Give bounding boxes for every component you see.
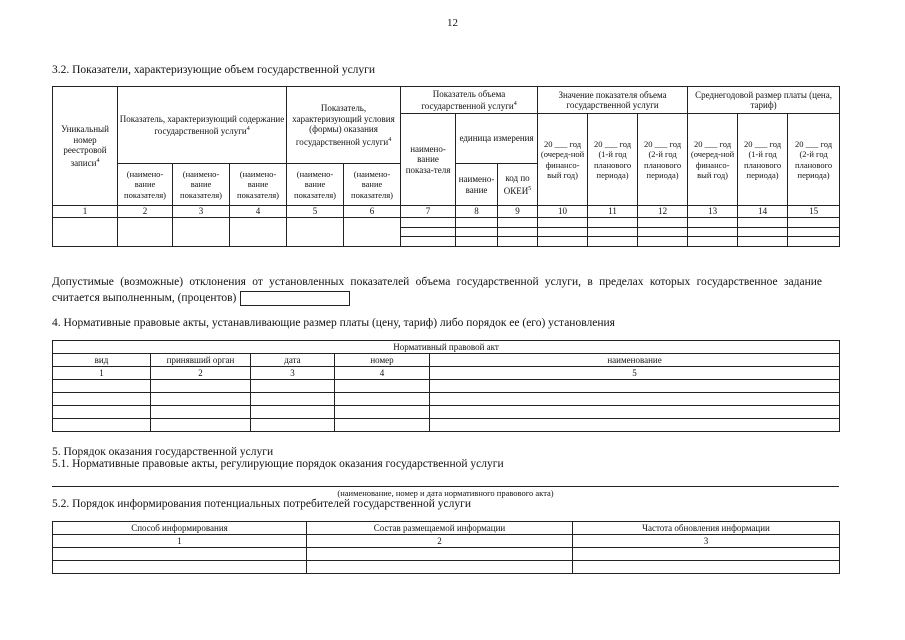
deviation-paragraph (52, 274, 822, 306)
section-4-title: 4. Нормативные правовые акты, устанавливающие размер платы (цену, тариф) либо порядок ее (его) установления (52, 317, 615, 329)
col-num: 10 (538, 206, 588, 218)
col-num: 1 (53, 367, 151, 380)
col-num: 9 (498, 206, 538, 218)
header-year-plan1: 20 ___ год (1-й год планового периода) (588, 114, 638, 206)
section-3-2-title: 3.2. Показатели, характеризующие объем государственной услуги (52, 64, 376, 76)
header-average-fee: Среднегодовой размер платы (цена, тариф) (688, 87, 840, 114)
table-row (53, 393, 840, 406)
header-informing-method: Способ информирования (53, 522, 307, 535)
header-number: номер (335, 354, 430, 367)
page-number: 12 (447, 17, 458, 29)
header-sub-name: (наимено-вание показателя) (230, 164, 287, 206)
header-year-plan2: 20 ___ год (2-й год планового периода) (638, 114, 688, 206)
regulatory-act-line (52, 486, 839, 487)
header-unique-record: Уникальный номер реестровой записи$^4$ (53, 87, 118, 206)
table-row (53, 548, 840, 561)
col-num: 3 (251, 367, 335, 380)
header-volume-value: Значение показателя объема государственной услуги (538, 87, 688, 114)
col-num: 2 (118, 206, 173, 218)
header-indicator-name: наимено-вание показа-теля (401, 114, 456, 206)
col-num: 14 (738, 206, 788, 218)
header-conditions-indicator: Показатель, характеризующий условия (формы) оказания государственной услуги$^4$ (287, 87, 401, 164)
header-type: вид (53, 354, 151, 367)
col-num: 2 (307, 535, 573, 548)
deviation-text: Допустимые (возможные) отклонения от установленных показателей объема государственной услуги, в пределах которых государственное задание считается выполненным, (процентов) (52, 276, 822, 304)
table-row (53, 406, 840, 419)
header-fee-plan2: 20 ___ год (2-й год планового периода) (788, 114, 840, 206)
table-row (53, 217, 840, 227)
col-num: 3 (173, 206, 230, 218)
deviation-percent-field[interactable] (240, 291, 350, 306)
table-row (53, 419, 840, 432)
table-row (53, 561, 840, 574)
col-num: 3 (573, 535, 840, 548)
col-num: 8 (456, 206, 498, 218)
col-num: 4 (335, 367, 430, 380)
table-row (53, 380, 840, 393)
col-num: 4 (230, 206, 287, 218)
header-unit-name: наимено-вание (456, 164, 498, 206)
header-sub-name: (наимено-вание показателя) (118, 164, 173, 206)
column-number-row (53, 206, 840, 218)
header-volume-indicator: Показатель объема государственной услуги$^4$ (401, 87, 538, 114)
header-content-indicator: Показатель, характеризующий содержание государственной услуги$^4$ (118, 87, 287, 164)
col-num: 11 (588, 206, 638, 218)
header-update-frequency: Частота обновления информации (573, 522, 840, 535)
col-num: 13 (688, 206, 738, 218)
header-sub-name: (наимено-вание показателя) (173, 164, 230, 206)
col-num: 12 (638, 206, 688, 218)
section-5-1-title: 5.1. Нормативные правовые акты, регулирующие порядок оказания государственной услуги (52, 458, 504, 470)
header-title: наименование (430, 354, 840, 367)
volume-indicators-table (52, 86, 840, 247)
col-num: 1 (53, 206, 118, 218)
section-5-2-title: 5.2. Порядок информирования потенциальных потребителей государственной услуги (52, 498, 472, 510)
col-num: 7 (401, 206, 456, 218)
col-num: 15 (788, 206, 840, 218)
section-5-title: 5. Порядок оказания государственной услуги (52, 446, 274, 458)
col-num: 1 (53, 535, 307, 548)
header-date: дата (251, 354, 335, 367)
header-information-content: Состав размещаемой информации (307, 522, 573, 535)
header-okei: код по ОКЕИ$^5$ (498, 164, 538, 206)
col-num: 2 (151, 367, 251, 380)
header-fee-plan1: 20 ___ год (1-й год планового периода) (738, 114, 788, 206)
col-num: 5 (287, 206, 344, 218)
informing-table (52, 521, 840, 574)
header-adopting-body: принявший орган (151, 354, 251, 367)
header-sub-name: (наимено-вание показателя) (287, 164, 344, 206)
header-sub-name: (наимено-вание показателя) (344, 164, 401, 206)
regulatory-acts-table (52, 340, 840, 432)
header-regulatory-act: Нормативный правовой акт (53, 341, 840, 354)
column-number-row (53, 535, 840, 548)
col-num: 6 (344, 206, 401, 218)
regulatory-act-caption: (наименование, номер и дата нормативного правового акта) (337, 488, 554, 498)
header-fee-current: 20 ___ год (очеред-ной финансо-вый год) (688, 114, 738, 206)
header-year-current: 20 ___ год (очеред-ной финансо-вый год) (538, 114, 588, 206)
col-num: 5 (430, 367, 840, 380)
header-unit: единица измерения (456, 114, 538, 164)
column-number-row (53, 367, 840, 380)
